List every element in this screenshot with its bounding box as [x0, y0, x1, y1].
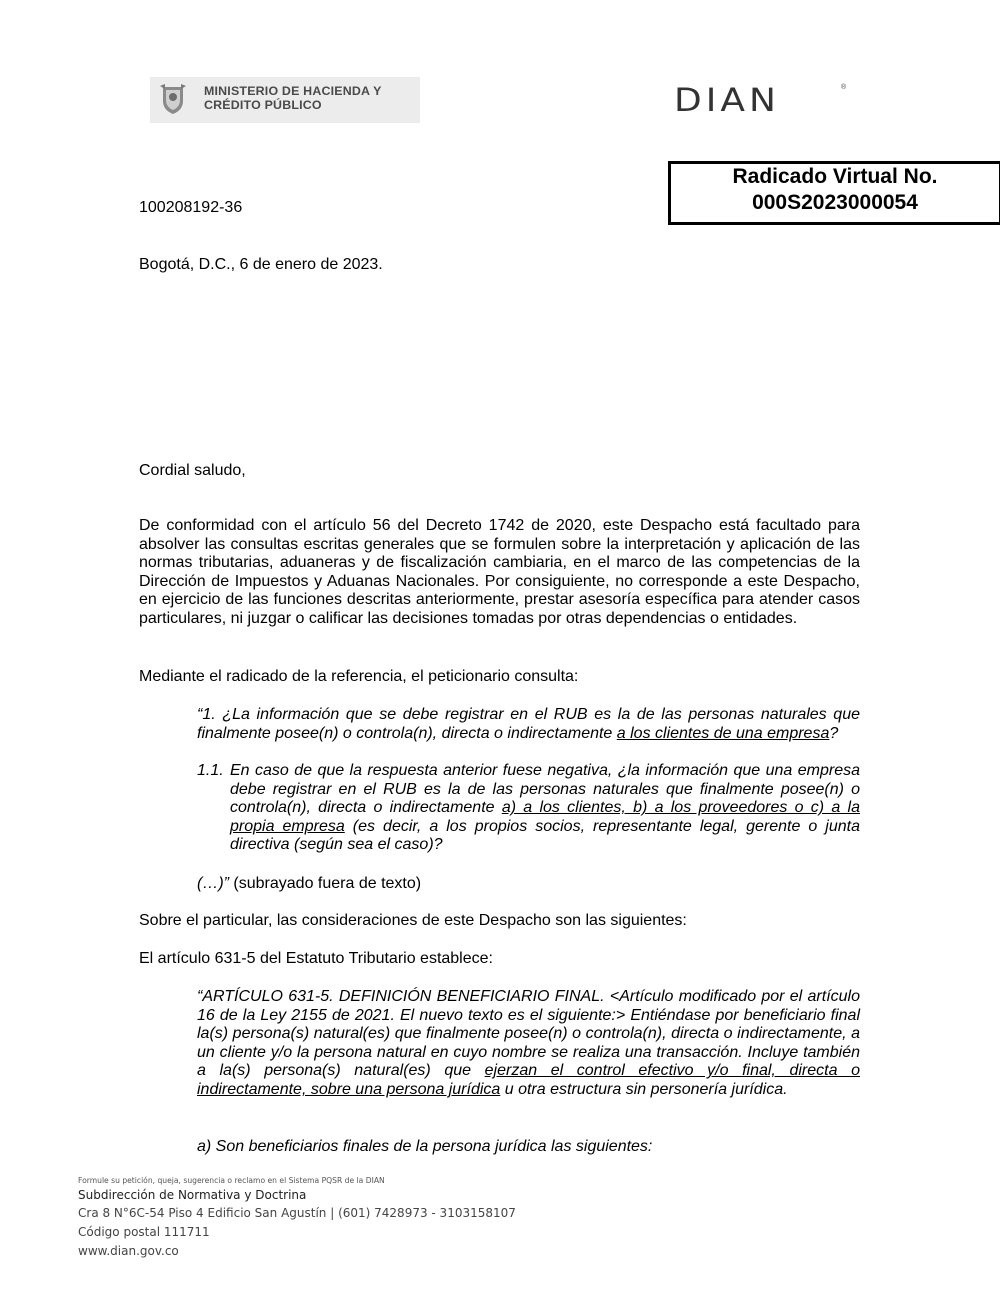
- radicado-label: Radicado Virtual No.: [732, 165, 938, 188]
- footer-postal-code: Código postal 111711: [78, 1225, 210, 1239]
- article-underlined: ejerzan el control efectivo y/o final, directa o indirectamente, sobre una persona jurídica: [197, 1062, 860, 1098]
- ministry-line1: MINISTERIO DE HACIENDA Y: [204, 84, 382, 98]
- registered-mark: ®: [841, 84, 847, 91]
- dian-logo: DIAN: [674, 82, 780, 119]
- document-number: 100208192-36: [139, 199, 243, 216]
- footer-pqsr-note: Formule su petición, queja, sugerencia o reclamo en el Sistema PQSR de la DIAN: [78, 1176, 385, 1185]
- radicado-box: [668, 161, 1000, 225]
- quote11-number: 1.1.: [197, 762, 224, 779]
- date-line: Bogotá, D.C., 6 de enero de 2023.: [139, 256, 383, 273]
- coat-of-arms-icon: [159, 83, 187, 115]
- footer-department: Subdirección de Normativa y Doctrina: [78, 1188, 307, 1202]
- quote11-underlined: a) a los clientes, b) a los proveedores o c) a la propia empresa: [230, 799, 860, 835]
- article-intro: El artículo 631-5 del Estatuto Tributario establece:: [139, 950, 493, 967]
- article-text-b: u otra estructura sin personería jurídica.: [500, 1080, 788, 1098]
- article-text-a: “ARTÍCULO 631-5. DEFINICIÓN BENEFICIARIO FINAL. <Artículo modificado por el artículo 16 de la Ley 2155 de 2021. El nuevo texto es el siguiente:> Entiéndase por beneficiario final la(s) persona(s) natural(es) que finalmente posee(n) o controla(n), directa o indirectamente, a un cliente y/o la persona natural en cuyo nombre se realiza una transacción. Incluye también a la(s) persona(s) natural(es) que: [197, 988, 860, 1080]
- quote-question-1: [197, 706, 860, 743]
- considerations: Sobre el particular, las consideraciones de este Despacho son las siguientes:: [139, 912, 687, 929]
- ministry-name: [204, 84, 382, 112]
- quote11-text-a: En caso de que la respuesta anterior fuese negativa, ¿la información que una empresa debe registrar en el RUB es la de las personas naturales que finalmente posee(n) o controla(n), directa o indirectamente: [230, 762, 860, 817]
- greeting: Cordial saludo,: [139, 462, 246, 479]
- footer-address: Cra 8 N°6C-54 Piso 4 Edificio San Agustín | (601) 7428973 - 3103158107: [78, 1206, 516, 1220]
- quote11-text-b: (es decir, a los propios socios, representante legal, gerente o junta directiva (según sea el caso)?: [230, 817, 861, 854]
- article-quote: [197, 988, 860, 1100]
- quote1-text: “1. ¿La información que se debe registrar en el RUB es la de las personas naturales que finalmente posee(n) o controla(n), directa o indirectamente: [197, 706, 860, 742]
- intro-paragraph: De conformidad con el artículo 56 del Decreto 1742 de 2020, este Despacho está facultado para absolver las consultas escritas generales que se formulen sobre la interpretación y aplicación de las normas tributarias, aduaneras y de fiscalización cambiaria, en el marco de las competencias de la Dirección de Impuestos y Aduanas Nacionales. Por consiguiente, no corresponde a este Despacho, en ejercicio de las funciones descritas anteriormente, prestar asesoría específica para atender casos particulares, ni juzgar o calificar las decisiones tomadas por otras dependencias o entidades.: [139, 517, 860, 627]
- radicado-number: 000S2023000054: [752, 191, 918, 214]
- quote-end-ellipsis: (…)”: [197, 875, 229, 892]
- article-item-a: a) Son beneficiarios finales de la persona jurídica las siguientes:: [197, 1138, 653, 1155]
- footer-website[interactable]: www.dian.gov.co: [78, 1244, 179, 1258]
- quote-end: [197, 875, 421, 894]
- quote1-underlined: a los clientes de una empresa: [616, 724, 830, 742]
- quote1-end: ?: [829, 724, 839, 742]
- ministry-line2: CRÉDITO PÚBLICO: [204, 98, 322, 112]
- quote-end-note: (subrayado fuera de texto): [228, 875, 422, 892]
- consult-intro: Mediante el radicado de la referencia, el peticionario consulta:: [139, 668, 579, 685]
- ministry-logo: [150, 77, 420, 123]
- quote-question-1-1: [230, 762, 860, 855]
